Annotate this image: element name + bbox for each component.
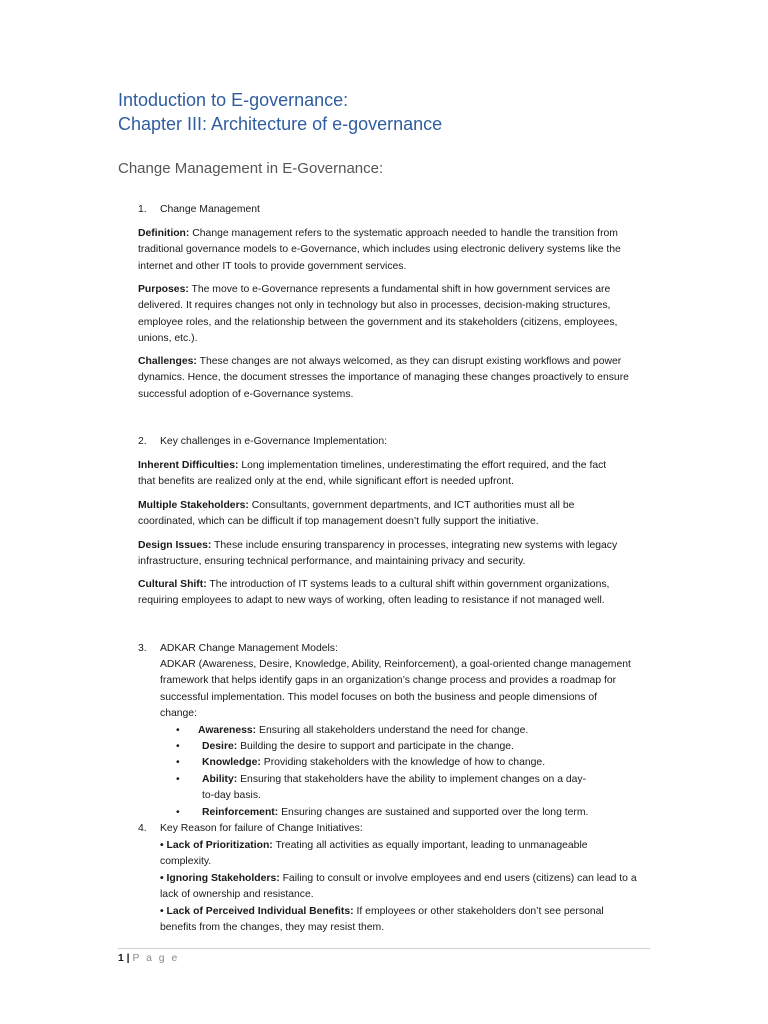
bullet: • bbox=[176, 741, 180, 752]
section-heading-text: Key Reason for failure of Change Initiatives: bbox=[160, 823, 363, 834]
section-number: 1. bbox=[138, 204, 147, 215]
cultural-shift-label: Cultural Shift: bbox=[138, 579, 207, 590]
ability-label: Ability: bbox=[202, 774, 238, 785]
text-line: coordinated, which can be difficult if top management doesn’t fully support the initiative. bbox=[138, 516, 539, 528]
multiple-stakeholders-paragraph bbox=[138, 498, 656, 531]
page-footer bbox=[118, 952, 179, 966]
bullet: • bbox=[176, 774, 180, 785]
section-heading-text: Key challenges in e-Governance Implementation: bbox=[160, 436, 387, 447]
text-line: The introduction of IT systems leads to a cultural shift within government organizations, bbox=[209, 579, 610, 590]
text-line: Providing stakeholders with the knowledge of how to change. bbox=[263, 757, 546, 768]
text-line: Ensuring changes are sustained and supported over the long term. bbox=[281, 807, 589, 818]
section-heading-text: Change Management bbox=[160, 204, 260, 215]
purposes-label: Purposes: bbox=[138, 284, 189, 295]
reinforcement-label: Reinforcement: bbox=[202, 807, 279, 818]
design-issues-label: Design Issues: bbox=[138, 540, 212, 551]
text-line: framework that helps identify gaps in an organization’s change process and provides a roadmap for bbox=[160, 675, 617, 687]
section-number: 2. bbox=[138, 436, 147, 447]
text-line: infrastructure, ensuring technical performance, and maintaining privacy and security. bbox=[138, 556, 526, 568]
definition-label: Definition: bbox=[138, 228, 190, 239]
definition-paragraph bbox=[138, 226, 656, 275]
text-line: Change management refers to the systematic approach needed to handle the transition from bbox=[192, 228, 618, 239]
text-line: delivered. It requires changes not only in technology but also in processes, decision-making structures, bbox=[138, 300, 611, 312]
text-line: lack of ownership and resistance. bbox=[160, 889, 314, 901]
ignoring-stakeholders-label: • Ignoring Stakeholders: bbox=[160, 872, 280, 884]
text-line: Ensuring all stakeholders understand the need for change. bbox=[259, 725, 529, 736]
page-label: P a g e bbox=[132, 953, 180, 964]
text-line: requiring employees to adapt to new ways of working, often leading to resistance if not managed well. bbox=[138, 595, 605, 607]
section-2-heading bbox=[138, 434, 387, 450]
section-number: 3. bbox=[138, 643, 147, 654]
text-line: Failing to consult or involve employees and end users (citizens) can lead to a bbox=[282, 872, 637, 884]
failure-reasons-list bbox=[160, 838, 656, 936]
section-1-heading bbox=[138, 202, 260, 218]
lack-of-benefits-label: • Lack of Perceived Individual Benefits: bbox=[160, 905, 354, 917]
text-line: ADKAR (Awareness, Desire, Knowledge, Ability, Reinforcement), a goal-oriented change management bbox=[160, 659, 631, 670]
text-line: Long implementation timelines, underestimating the effort required, and the fact bbox=[241, 460, 607, 471]
text-line: internet and other IT tools to provide government services. bbox=[138, 260, 407, 272]
text-line: These include ensuring transparency in processes, integrating new systems with legacy bbox=[214, 540, 618, 551]
text-line: The move to e-Governance represents a fundamental shift in how government services are bbox=[191, 284, 611, 295]
section-3-heading bbox=[138, 641, 338, 657]
purposes-paragraph bbox=[138, 282, 656, 348]
text-line: Building the desire to support and participate in the change. bbox=[240, 741, 514, 752]
desire-label: Desire: bbox=[202, 741, 238, 752]
bullet: • bbox=[176, 807, 180, 818]
text-line: complexity. bbox=[160, 856, 212, 868]
inherent-difficulties-label: Inherent Difficulties: bbox=[138, 460, 239, 471]
footer-divider bbox=[118, 948, 650, 949]
adkar-intro-paragraph bbox=[160, 657, 656, 723]
text-line: These changes are not always welcomed, as they can disrupt existing workflows and power bbox=[199, 356, 622, 367]
text-line: If employees or other stakeholders don’t see personal bbox=[356, 905, 604, 917]
knowledge-label: Knowledge: bbox=[202, 757, 261, 768]
text-line: Consultants, government departments, and ICT authorities must all be bbox=[251, 500, 575, 511]
section-heading-text: ADKAR Change Management Models: bbox=[160, 643, 338, 654]
bullet: • bbox=[176, 757, 180, 768]
section-4-heading bbox=[138, 821, 363, 837]
text-line: unions, etc.). bbox=[138, 333, 198, 345]
document-title-line1: Intoduction to E-governance: bbox=[118, 90, 349, 110]
awareness-label: Awareness: bbox=[198, 725, 257, 736]
document-title-line2: Chapter III: Architecture of e-governance bbox=[118, 114, 443, 134]
text-line: Treating all activities as equally important, leading to unmanageable bbox=[275, 840, 588, 851]
multiple-stakeholders-label: Multiple Stakeholders: bbox=[138, 500, 249, 511]
inherent-difficulties-paragraph bbox=[138, 458, 656, 491]
text-line: dynamics. Hence, the document stresses the importance of managing these changes proactively to ensure bbox=[138, 372, 629, 384]
bullet: • bbox=[176, 725, 180, 736]
text-line: benefits from the changes, they may resist them. bbox=[160, 922, 385, 934]
text-line: to-day basis. bbox=[202, 790, 261, 801]
text-line: Ensuring that stakeholders have the ability to implement changes on a day- bbox=[240, 774, 587, 785]
page-number: 1 bbox=[118, 953, 124, 964]
text-line: successful adoption of e-Governance systems. bbox=[138, 388, 354, 400]
section-number: 4. bbox=[138, 823, 147, 834]
challenges-label: Challenges: bbox=[138, 356, 197, 367]
text-line: successful implementation. This model focuses on both the business and people dimensions of bbox=[160, 691, 598, 703]
text-line: employee roles, and the relationship between the government and its stakeholders (citizens, employees, bbox=[138, 316, 618, 328]
challenges-paragraph bbox=[138, 354, 656, 403]
section-subtitle: Change Management in E-Governance: bbox=[118, 160, 384, 177]
text-line: change: bbox=[160, 708, 197, 720]
cultural-shift-paragraph bbox=[138, 577, 656, 610]
text-line: that benefits are realized only at the end, while significant effort is needed upfront. bbox=[138, 476, 514, 488]
lack-of-prioritization-label: • Lack of Prioritization: bbox=[160, 840, 273, 851]
text-line: traditional governance models to e-Governance, which includes using electronic delivery systems like the bbox=[138, 244, 621, 256]
design-issues-paragraph bbox=[138, 538, 656, 571]
footer-separator: | bbox=[126, 953, 130, 964]
